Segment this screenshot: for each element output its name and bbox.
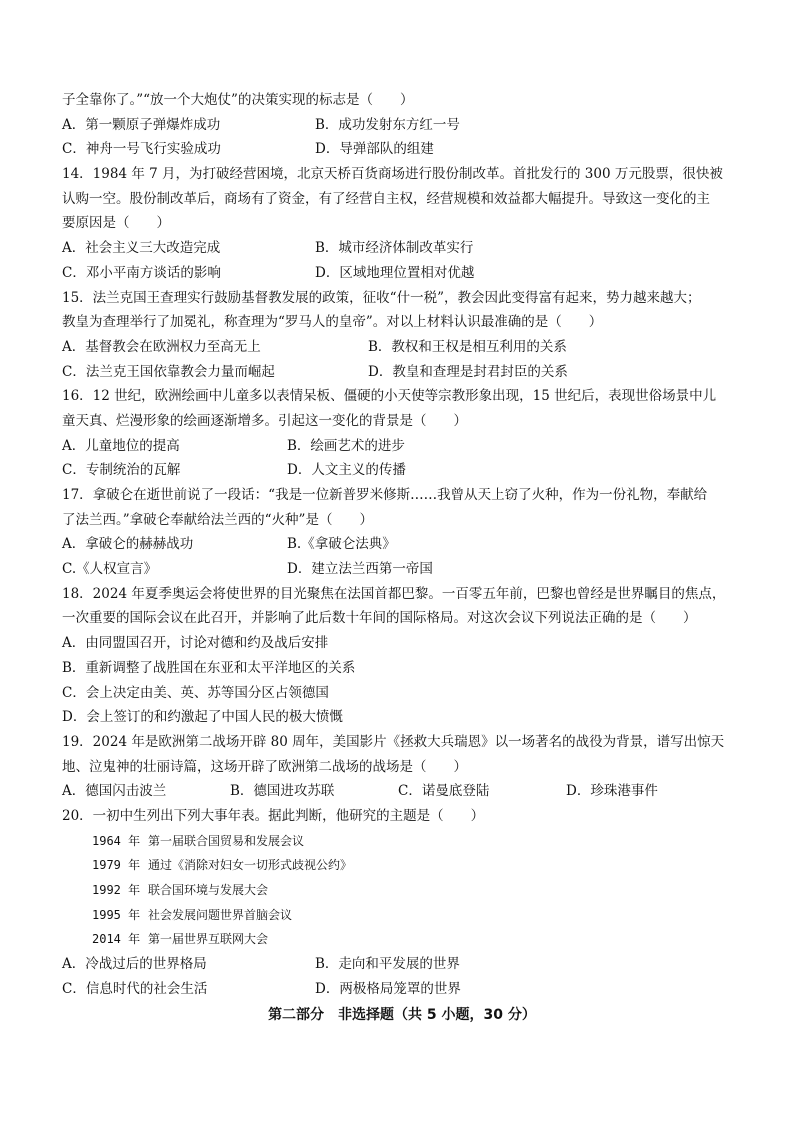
q14-option-a[interactable]: A．社会主义三大改造完成 [62,240,221,257]
timeline-year: 1995 年 [92,907,141,922]
q17-option-c[interactable]: C.《人权宣言》 [62,561,158,578]
q14-options-row-2 [62,261,742,286]
q19-option-d[interactable]: D．珍珠港事件 [566,783,658,800]
timeline-row [92,927,742,952]
timeline-year: 1964 年 [92,833,141,848]
q18-option-d[interactable]: D．会上签订的和约激起了中国人民的极大愤慨 [62,709,343,726]
timeline-row [92,853,742,878]
q17-stem-line: 了法兰西。”拿破仑奉献给法兰西的“火种”是（ ） [62,511,373,528]
q14-option-b[interactable]: B．城市经济体制改革实行 [315,240,474,257]
timeline-row [92,878,742,903]
q14-stem-line: 14．1984 年 7 月，为打破经营困境，北京天桥百货商场进行股份制改革。首批发行的 300 万元股票，很快被 [62,166,723,183]
q19-option-b[interactable]: B．德国进攻苏联 [230,783,335,800]
q17-options-row-1 [62,532,742,557]
q19-option-c[interactable]: C．诺曼底登陆 [398,783,490,800]
q16-options-row-2 [62,458,742,483]
q14-stem-line: 认购一空。股份制改革后，商场有了资金，有了经营自主权，经营规模和效益都大幅提升。导致这一变化的主 [62,190,710,207]
q13-options-row-1 [62,113,742,138]
timeline-row [92,903,742,928]
timeline-row [92,829,742,854]
q19-stem-line: 地、泣鬼神的壮丽诗篇，这场开辟了欧洲第二战场的战场是（ ） [62,758,467,775]
q14-option-d[interactable]: D．区域地理位置相对优越 [315,264,475,281]
q16-option-a[interactable]: A．儿童地位的提高 [62,437,180,454]
q20-option-a[interactable]: A．冷战过后的世界格局 [62,956,207,973]
q13-option-a[interactable]: A．第一颗原子弹爆炸成功 [62,116,221,133]
timeline-event: 第一届联合国贸易和发展会议 [148,833,305,848]
timeline-event: 通过《消除对妇女一切形式歧视公约》 [148,858,353,873]
timeline-event: 第一届世界互联网大会 [148,932,269,947]
q16-option-c[interactable]: C．专制统治的瓦解 [62,462,181,479]
q18-stem-line: 18．2024 年夏季奥运会将使世界的目光聚焦在法国首都巴黎。一百零五年前，巴黎也曾经是世界瞩目的焦点， [62,585,726,602]
q16-option-b[interactable]: B．绘画艺术的进步 [287,437,405,454]
q14-options-row-1 [62,236,742,261]
q19-option-a[interactable]: A．德国闪击波兰 [62,783,167,800]
q20-option-c[interactable]: C．信息时代的社会生活 [62,980,208,997]
q16-options-row-1 [62,434,742,459]
q20-options-row-1 [62,952,742,977]
q17-option-b[interactable]: B.《拿破仑法典》 [287,536,396,553]
q20-options-row-2 [62,977,742,1002]
q17-option-a[interactable]: A．拿破仑的赫赫战功 [62,536,194,553]
timeline-event: 社会发展问题世界首脑会议 [148,907,293,922]
q19-stem-line: 19．2024 年是欧洲第二战场开辟 80 周年，美国影片《拯救大兵瑞恩》以一场著名的战役为背景，谱写出惊天 [62,733,725,750]
q20-option-b[interactable]: B．走向和平发展的世界 [315,956,460,973]
q16-stem-line: 童天真、烂漫形象的绘画逐渐增多。引起这一变化的背景是（ ） [62,412,467,429]
q13-stem: 子全靠你了。”“放一个大炮仗”的决策实现的标志是（ ） [62,92,414,108]
section-2-title: 第二部分 非选择题（共 5 小题，30 分） [268,1007,536,1024]
q15-options-row-1 [62,335,742,360]
q17-options-row-2 [62,557,742,582]
q13-options-row-2 [62,137,742,162]
q14-stem-line: 要原因是（ ） [62,215,170,232]
q19-options-row [62,779,742,804]
timeline-year: 2014 年 [92,932,141,947]
q18-option-a[interactable]: A．由同盟国召开，讨论对德和约及战后安排 [62,635,329,652]
timeline-year: 1979 年 [92,858,141,873]
q16-option-d[interactable]: D．人文主义的传播 [287,462,406,479]
q15-options-row-2 [62,360,742,385]
q20-stem: 20．一初中生列出下列大事年表。据此判断，他研究的主题是（ ） [62,807,485,824]
q16-stem-line: 16．12 世纪，欧洲绘画中儿童多以表情呆板、僵硬的小天使等宗教形象出现，15 世纪后，表现世俗场景中儿 [62,388,717,405]
q15-stem-line: 15．法兰克国王查理实行鼓励基督教发展的政策，征收“什一税”，教会因此变得富有起来，势力越来越大； [62,289,701,306]
q18-stem-line: 一次重要的国际会议在此召开，并影响了此后数十年间的国际格局。对这次会议下列说法正确的是（ ） [62,610,697,627]
q13-option-b[interactable]: B．成功发射东方红一号 [315,116,460,133]
q20-timeline [62,829,742,952]
q18-option-c[interactable]: C．会上决定由美、英、苏等国分区占领德国 [62,684,329,701]
q15-stem-line: 教皇为查理举行了加冕礼，称查理为“罗马人的皇帝”。对以上材料认识最准确的是（ ） [62,314,603,331]
q20-option-d[interactable]: D．两极格局笼罩的世界 [315,980,461,997]
q17-option-d[interactable]: D．建立法兰西第一帝国 [287,561,433,578]
timeline-year: 1992 年 [92,883,141,897]
q15-option-b[interactable]: B．教权和王权是相互利用的关系 [368,338,567,355]
q15-option-d[interactable]: D．教皇和查理是封君封臣的关系 [368,363,568,380]
q13-option-c[interactable]: C．神舟一号飞行实验成功 [62,141,221,158]
q13-option-d[interactable]: D．导弹部队的组建 [315,141,434,158]
q15-option-c[interactable]: C．法兰克王国依靠教会力量而崛起 [62,363,275,380]
q15-option-a[interactable]: A．基督教会在欧洲权力至高无上 [62,338,261,355]
q18-option-b[interactable]: B．重新调整了战胜国在东亚和太平洋地区的关系 [62,659,356,676]
timeline-event: 联合国环境与发展大会 [148,883,269,897]
exam-page [62,88,742,1028]
q17-stem-line: 17．拿破仑在逝世前说了一段话：“我是一位新普罗米修斯……我曾从天上窃了火种，作为一份礼物，奉献给 [62,487,708,503]
q14-option-c[interactable]: C．邓小平南方谈话的影响 [62,264,221,281]
